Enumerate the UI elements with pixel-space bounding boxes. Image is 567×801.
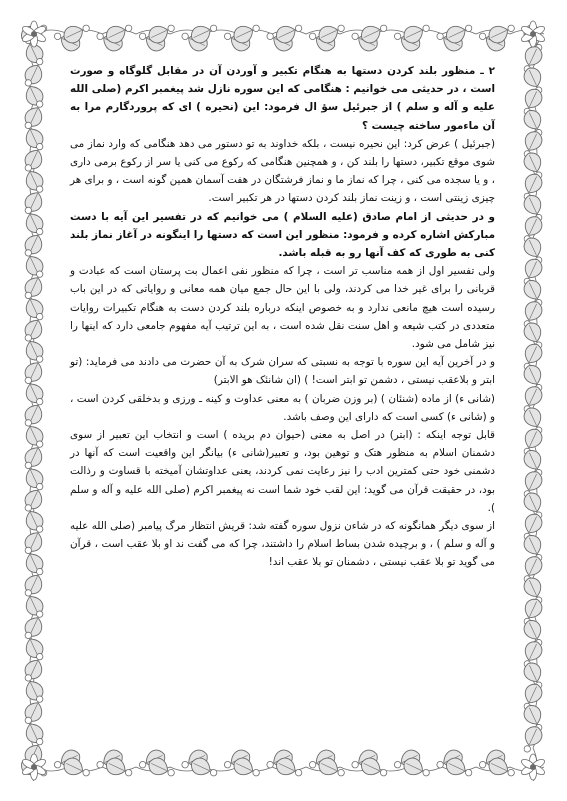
paragraph-2: (جبرئیل ) عرض کرد: این نحیره نیست ، بلکه خداوند به تو دستور می دهد هنگامی که وارد نماز می شوی موقع تکبیر، دستها را بلند کن ، و همچنین هنگامی که رکوع می کنی یا سر از رکوع برمی داری ، و یا سجده می کنی ، چرا که نماز ما و نماز فرشتگان در هفت آسمان همین گونه است ، و برای هر چیزی زینتی است ، و زینت نماز بلند کردن دستها در هر تکبیر است. xyxy=(70,137,495,205)
paragraph-3: و در حدیثی از امام صادق (علیه السلام ) می خوانیم که در تفسیر این آیه با دست مبارکش اشاره کرده و فرمود: منظور این است که دستها را اینگونه در آغاز نماز بلند کنی به طوری که کف آنها رو به قبله باشد. xyxy=(70,210,495,260)
document-body xyxy=(70,62,495,662)
corner-flower-center xyxy=(530,764,536,770)
paragraph-1: ۲ ـ منظور بلند کردن دستها به هنگام تکبیر و آوردن آن در مقابل گلوگاه و صورت است ، در حدیثی می خوانیم : هنگامی که این سوره نازل شد پیغمبر اکرم (صلی الله علیه و آله و سلم ) از جبرئیل سؤ ال فرمود: این (نحیره ) ای که پروردگارم مرا به آن ماءمور ساخته چیست ؟ xyxy=(70,65,495,132)
paragraph-6: (شانی ء) از ماده (شنئان ) (بر وزن ضربان ) به معنی عداوت و کینه ـ ورزی و بدخلقی کردن است ، و (شانی ء) کسی است که دارای این وصف باشد. xyxy=(70,392,495,423)
paragraph-4: ولی تفسیر اول از همه مناسب تر است ، چرا که منظور نفی اعمال بت پرستان است که عبادت و قربانی را برای غیر خدا می کردند، ولی با این حال جمع میان همه معانی و روایاتی که در این باب رسیده است هیچ مانعی ندارد و به خصوص اینکه درباره بلند کردن دست به هنگام تکبیرات روایات متعددی در کتب شیعه و اهل سنت نقل شده است ، به این ترتیب آیه مفهوم جامعی دارد که اینها را نیز شامل می شود. xyxy=(70,265,495,351)
corner-flower-center xyxy=(31,31,37,37)
paragraph-5: و در آخرین آیه این سوره با توجه به نسبتی که سران شرک به آن حضرت می دادند می فرماید: (تو ابتر و بلاعقب نیستی ، دشمن تو ابتر است! ) (ان شانئک هو الابتر) xyxy=(70,356,495,387)
paragraph-8: از سوی دیگر همانگونه که در شاءن نزول سوره گفته شد: قریش انتظار مرگ پیامبر (صلی الله علیه و آله و سلم ) ، و برچیده شدن بساط اسلام را داشتند، چرا که می گفت ند او بلا عقب است ، قرآن می گوید تو بلا عقب نیستی ، دشمنان تو بلا عقب اند! xyxy=(70,520,495,569)
paragraph-7: قابل توجه اینکه : (ابتر) در اصل به معنی (حیوان دم بریده ) است و انتخاب این تعبیر از سوی دشمنان اسلام به منظور هتک و توهین بود، و تعبیر(شانی ء) بیانگر این واقعیت است که آنها در دشمنی خود حتی کمترین ادب را نیز رعایت نمی کردند، یعنی عداوتشان آمیخته با قساوت و رذالت بود، در حقیقت قرآن می گوید: این لقب خود شما است نه پیغمبر اکرم (صلی الله علیه و آله و سلم ). xyxy=(70,429,495,514)
corner-flower-center xyxy=(31,764,37,770)
corner-flower-center xyxy=(530,31,536,37)
